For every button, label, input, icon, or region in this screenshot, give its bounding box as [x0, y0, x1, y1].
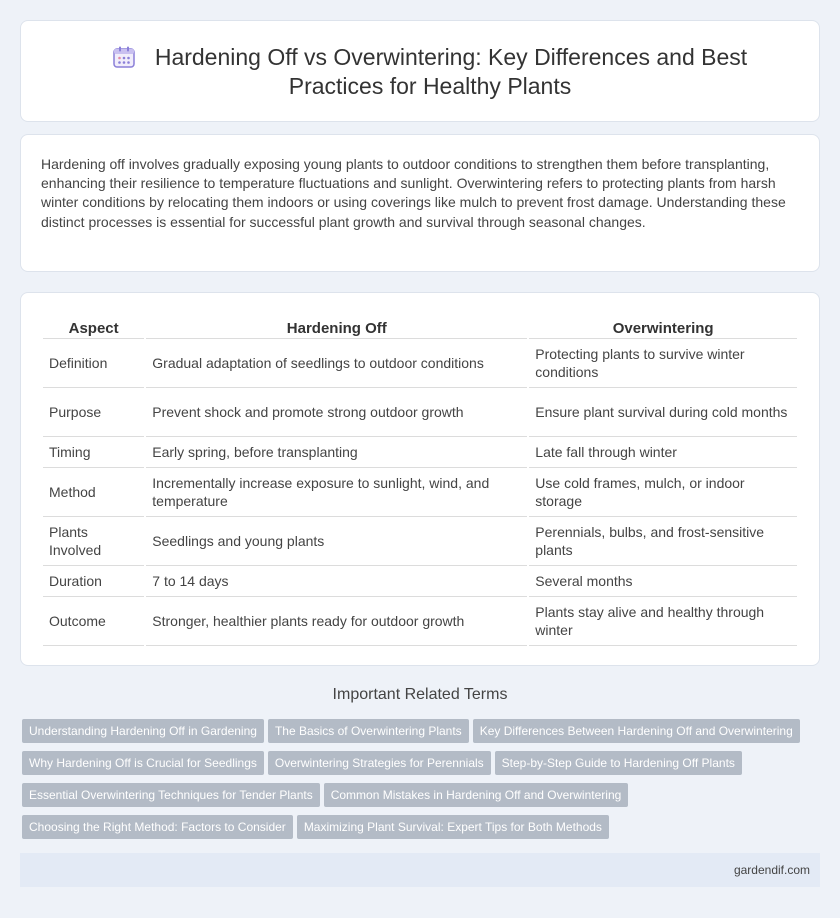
- aspect-cell: Duration: [43, 566, 144, 597]
- header-overwintering: Overwintering: [529, 315, 797, 339]
- aspect-cell: Method: [43, 468, 144, 517]
- page-title-text: Hardening Off vs Overwintering: Key Differences and Best Practices for Healthy Plants: [154, 44, 748, 99]
- aspect-cell: Outcome: [43, 597, 144, 646]
- hardening-off-cell: Early spring, before transplanting: [146, 437, 527, 468]
- related-term-tag[interactable]: Key Differences Between Hardening Off and Overwintering: [473, 719, 800, 743]
- aspect-cell: Plants Involved: [43, 517, 144, 566]
- header-aspect: Aspect: [43, 315, 144, 339]
- related-terms-list: [22, 719, 822, 847]
- related-term-tag[interactable]: Common Mistakes in Hardening Off and Overwintering: [324, 783, 629, 807]
- table-row: [43, 437, 797, 468]
- header-hardening-off: Hardening Off: [146, 315, 527, 339]
- overwintering-cell: Ensure plant survival during cold months: [529, 388, 797, 437]
- title-card: [20, 20, 820, 122]
- comparison-table: [41, 315, 799, 646]
- hardening-off-cell: Prevent shock and promote strong outdoor growth: [146, 388, 527, 437]
- table-row: [43, 517, 797, 566]
- table-row: [43, 468, 797, 517]
- overwintering-cell: Plants stay alive and healthy through winter: [529, 597, 797, 646]
- footer: [20, 853, 820, 887]
- overwintering-cell: Use cold frames, mulch, or indoor storage: [529, 468, 797, 517]
- related-term-tag[interactable]: Understanding Hardening Off in Gardening: [22, 719, 264, 743]
- related-term-tag[interactable]: Overwintering Strategies for Perennials: [268, 751, 491, 775]
- comparison-card: [20, 292, 820, 666]
- related-term-tag[interactable]: The Basics of Overwintering Plants: [268, 719, 469, 743]
- hardening-off-cell: 7 to 14 days: [146, 566, 527, 597]
- hardening-off-cell: Gradual adaptation of seedlings to outdoor conditions: [146, 339, 527, 388]
- calendar-icon: [113, 46, 135, 68]
- overwintering-cell: Perennials, bulbs, and frost-sensitive plants: [529, 517, 797, 566]
- table-row: [43, 597, 797, 646]
- intro-paragraph: Hardening off involves gradually exposing young plants to outdoor conditions to strengthen them before transplanting, enhancing their resilience to temperature fluctuations and sunlight. Overwintering refers to protecting plants from harsh winter conditions by relocating them indoors or using coverings like mulch to prevent frost damage. Understanding these distinct processes is essential for successful plant growth and survival through seasonal changes.: [41, 156, 786, 230]
- table-header-row: [43, 315, 797, 339]
- related-term-tag[interactable]: Essential Overwintering Techniques for Tender Plants: [22, 783, 320, 807]
- aspect-cell: Definition: [43, 339, 144, 388]
- table-row: [43, 388, 797, 437]
- table-row: [43, 339, 797, 388]
- related-term-tag[interactable]: Why Hardening Off is Crucial for Seedlings: [22, 751, 264, 775]
- page-title: [81, 43, 779, 101]
- intro-card: [20, 134, 820, 272]
- overwintering-cell: Protecting plants to survive winter conditions: [529, 339, 797, 388]
- overwintering-cell: Late fall through winter: [529, 437, 797, 468]
- related-terms-heading: Important Related Terms: [332, 686, 508, 703]
- hardening-off-cell: Stronger, healthier plants ready for outdoor growth: [146, 597, 527, 646]
- related-term-tag[interactable]: Choosing the Right Method: Factors to Consider: [22, 815, 293, 839]
- related-term-tag[interactable]: Step-by-Step Guide to Hardening Off Plants: [495, 751, 742, 775]
- overwintering-cell: Several months: [529, 566, 797, 597]
- aspect-cell: Timing: [43, 437, 144, 468]
- footer-site-link[interactable]: gardendif.com: [733, 863, 810, 877]
- table-row: [43, 566, 797, 597]
- aspect-cell: Purpose: [43, 388, 144, 437]
- related-term-tag[interactable]: Maximizing Plant Survival: Expert Tips for Both Methods: [297, 815, 609, 839]
- hardening-off-cell: Seedlings and young plants: [146, 517, 527, 566]
- hardening-off-cell: Incrementally increase exposure to sunlight, wind, and temperature: [146, 468, 527, 517]
